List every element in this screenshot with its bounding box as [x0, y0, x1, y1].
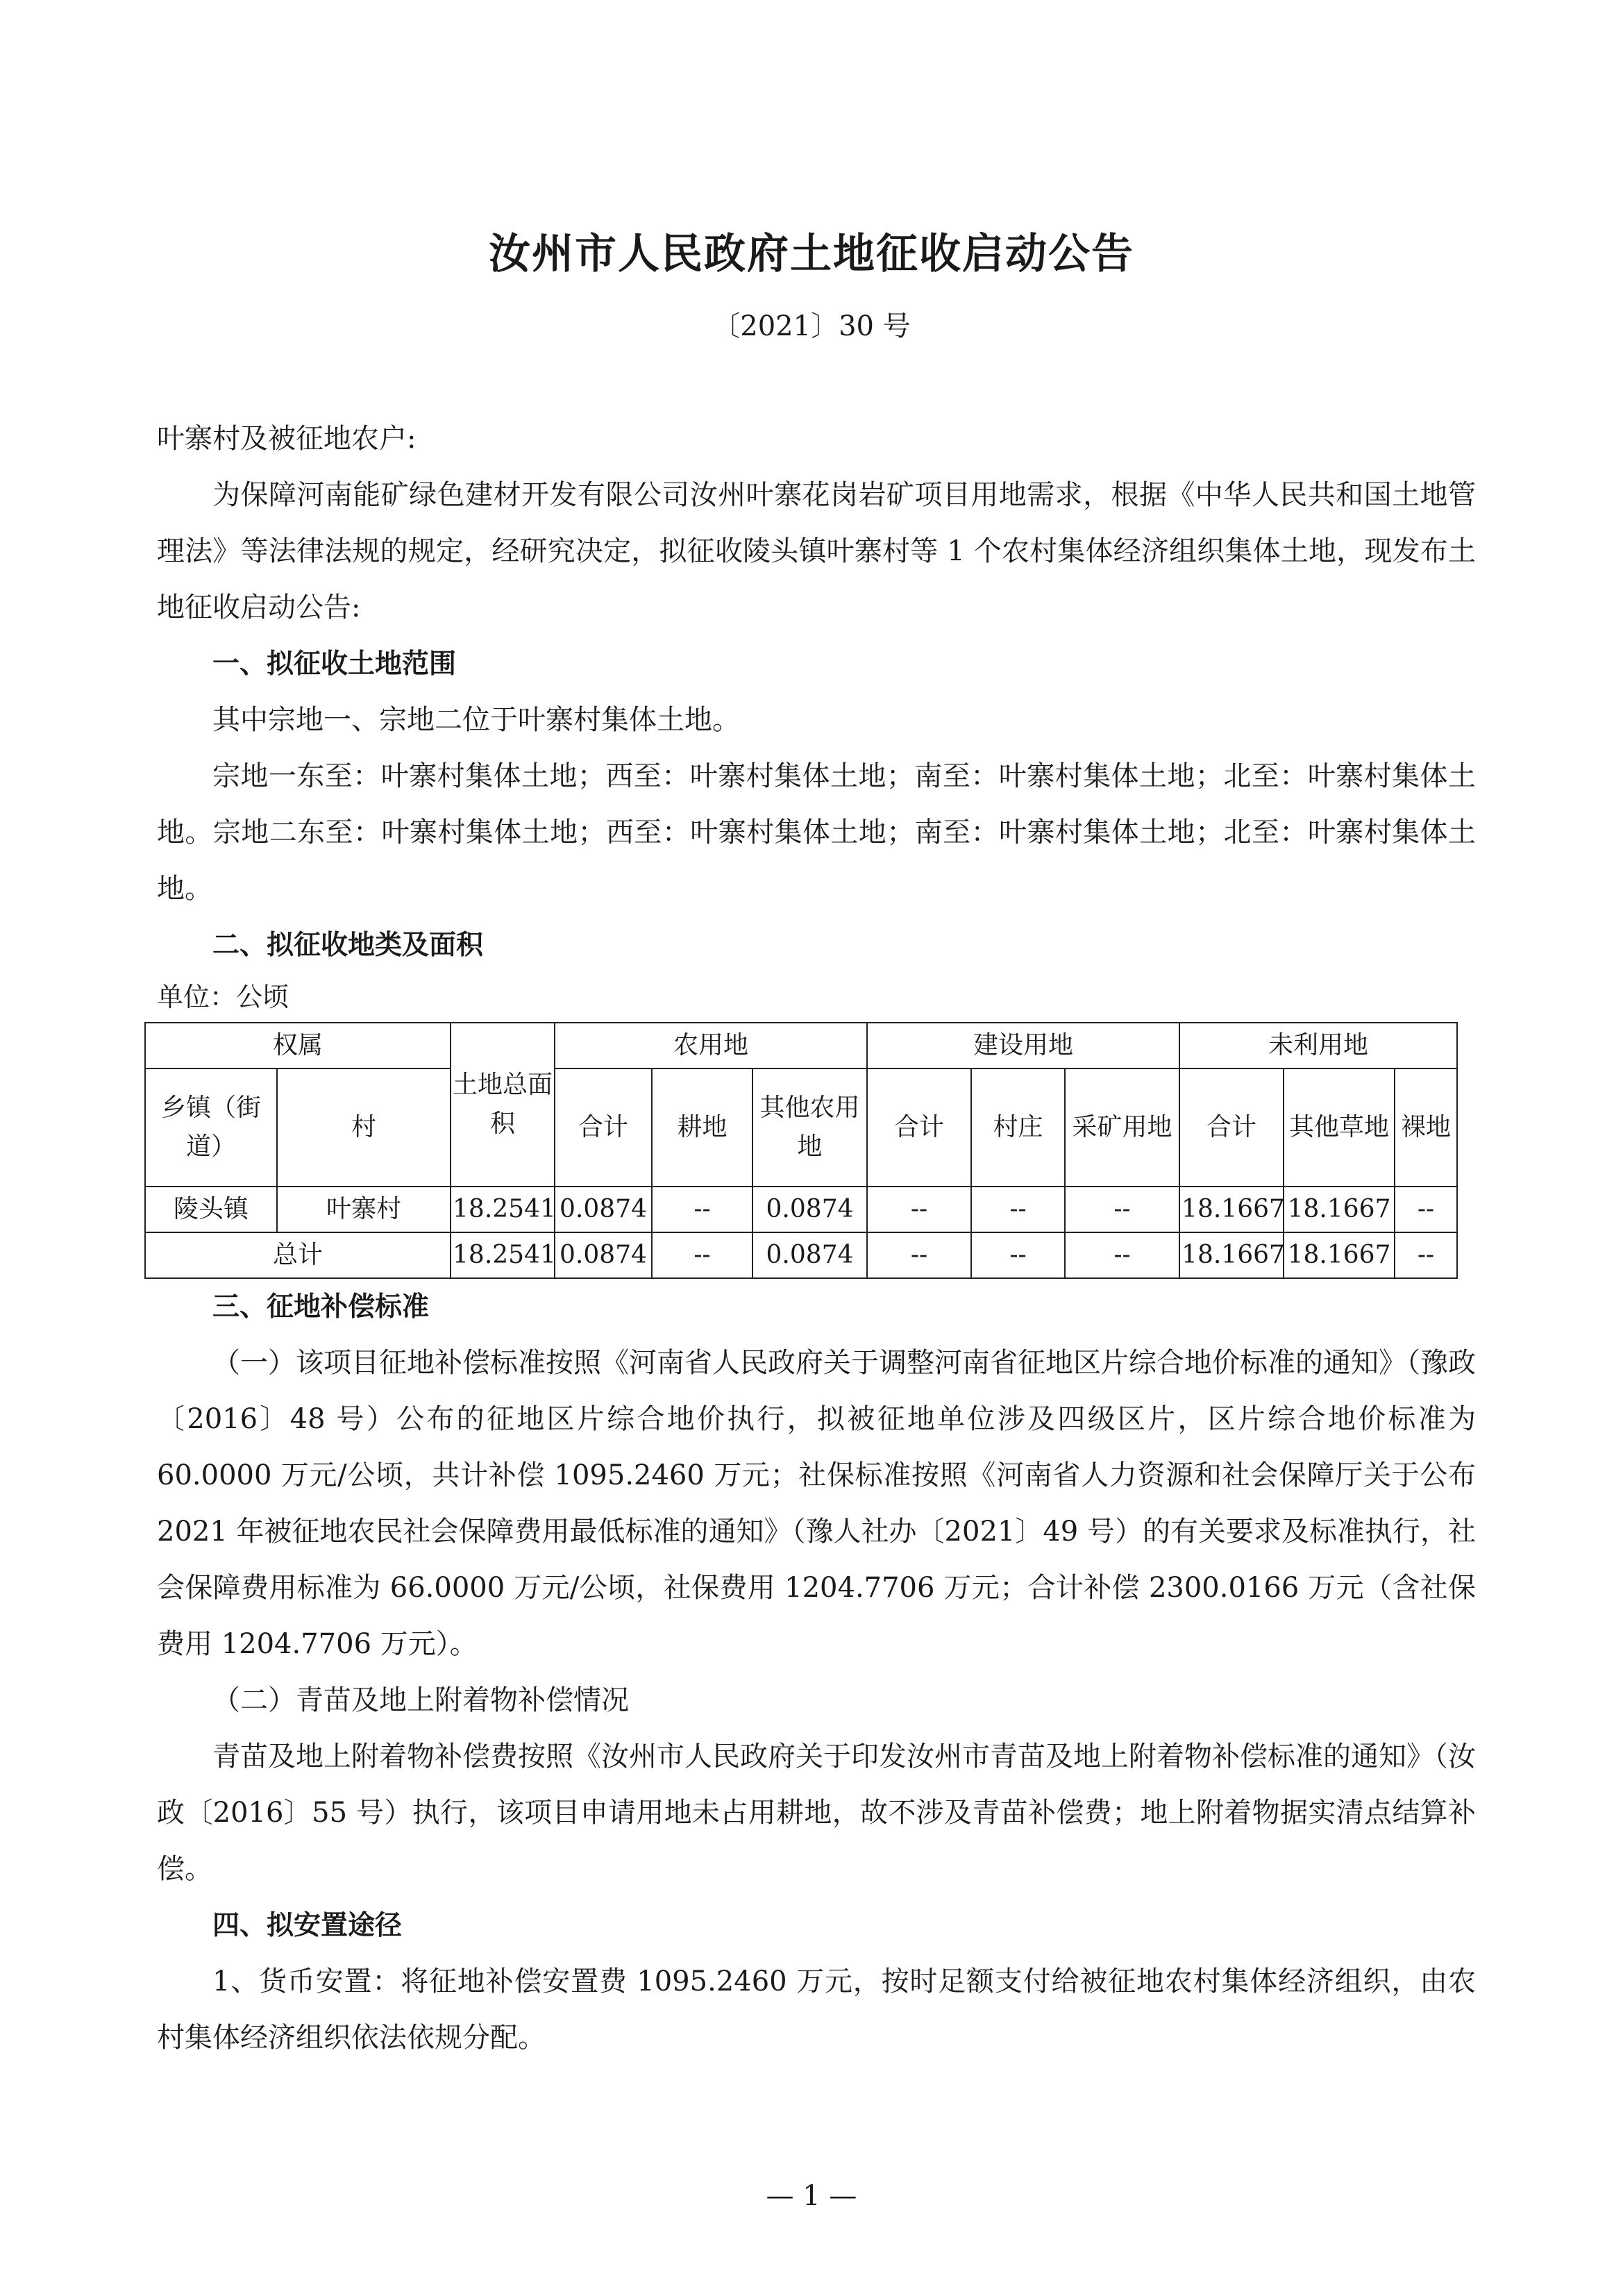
- page-title: 汝州市人民政府土地征收启动公告: [489, 230, 1134, 278]
- cell-total-construction-subtotal: --: [867, 1232, 971, 1278]
- header-town: 乡镇（街道）: [145, 1069, 277, 1187]
- header-farmland: 农用地: [555, 1023, 867, 1069]
- header-mining-land: 采矿用地: [1065, 1069, 1179, 1187]
- cell-bare-land: --: [1395, 1187, 1457, 1232]
- cell-other-grassland: 18.1667: [1284, 1187, 1395, 1232]
- section3-paragraph-2: 青苗及地上附着物补偿费按照《汝州市人民政府关于印发汝州市青苗及地上附着物补偿标准的通知》（汝政〔2016〕55 号）执行，该项目申请用地未占用耕地，故不涉及青苗补偿费；地上附着物据实清点结算补偿。: [157, 1741, 1476, 1885]
- cell-village-land: --: [971, 1187, 1065, 1232]
- document-body: [157, 411, 1476, 2066]
- table-header-row-1: [145, 1023, 1457, 1069]
- salutation: 叶寨村及被征地农户:: [157, 423, 417, 455]
- table-row: [145, 1187, 1457, 1232]
- cell-town: 陵头镇: [145, 1187, 277, 1232]
- header-ownership: 权属: [145, 1023, 451, 1069]
- header-total-area: 土地总面积: [451, 1023, 555, 1187]
- cell-other-farmland: 0.0874: [752, 1187, 867, 1232]
- cell-village: 叶寨村: [277, 1187, 451, 1232]
- header-village: 村: [277, 1069, 451, 1187]
- section2-heading: 二、拟征收地类及面积: [212, 930, 484, 961]
- land-area-table: [144, 1022, 1458, 1279]
- cell-total-label: 总计: [145, 1232, 451, 1278]
- header-village-land: 村庄: [971, 1069, 1065, 1187]
- header-other-grassland: 其他草地: [1284, 1069, 1395, 1187]
- header-construction-land: 建设用地: [867, 1023, 1179, 1069]
- document-number: 〔2021〕30 号: [712, 310, 911, 342]
- intro-paragraph: 为保障河南能矿绿色建材开发有限公司汝州叶寨花岗岩矿项目用地需求，根据《中华人民共和国土地管理法》等法律法规的规定，经研究决定，拟征收陵头镇叶寨村等 1 个农村集体经济组织集体土地，现发布土地征收启动公告:: [157, 479, 1476, 623]
- header-cultivated: 耕地: [652, 1069, 752, 1187]
- header-farm-subtotal: 合计: [555, 1069, 652, 1187]
- cell-total-farm-subtotal: 0.0874: [555, 1232, 652, 1278]
- header-bare-land: 裸地: [1395, 1069, 1457, 1187]
- section3-subheading-2: （二）青苗及地上附着物补偿情况: [212, 1684, 629, 1716]
- page-number: — 1 —: [766, 2180, 857, 2212]
- section1-heading: 一、拟征收土地范围: [212, 648, 457, 680]
- cell-mining-land: --: [1065, 1187, 1179, 1232]
- section4-paragraph-1: 1、货币安置：将征地补偿安置费 1095.2460 万元，按时足额支付给被征地农村集体经济组织，由农村集体经济组织依法依规分配。: [157, 1966, 1476, 2054]
- cell-farm-subtotal: 0.0874: [555, 1187, 652, 1232]
- header-unused-land: 未利用地: [1179, 1023, 1457, 1069]
- cell-total-other-grassland: 18.1667: [1284, 1232, 1395, 1278]
- cell-total-unused-subtotal: 18.1667: [1179, 1232, 1284, 1278]
- section1-paragraph-2: 宗地一东至：叶寨村集体土地；西至：叶寨村集体土地；南至：叶寨村集体土地；北至：叶寨村集体土地。宗地二东至：叶寨村集体土地；西至：叶寨村集体土地；南至：叶寨村集体土地；北至：叶寨村集体土地。: [157, 760, 1476, 905]
- header-other-farmland: 其他农用地: [752, 1069, 867, 1187]
- section3-paragraph-1: （一）该项目征地补偿标准按照《河南省人民政府关于调整河南省征地区片综合地价标准的通知》（豫政〔2016〕48 号）公布的征地区片综合地价执行，拟被征地单位涉及四级区片，区片综合地价标准为 60.0000 万元/公顷，共计补偿 1095.2460 万元；社保标准按照《河南省人力资源和社会保障厅关于公布 2021 年被征地农民社会保障费用最低标准的通知》（豫人社办〔2021〕49 号）的有关要求及标准执行，社会保障费用标准为 66.0000 万元/公顷，社保费用 1204.7706 万元；合计补偿 2300.0166 万元（含社保费用 1204.7706 万元）。: [157, 1347, 1476, 1660]
- cell-total-total-area: 18.2541: [451, 1232, 555, 1278]
- cell-total-other-farmland: 0.0874: [752, 1232, 867, 1278]
- cell-total-cultivated: --: [652, 1232, 752, 1278]
- section1-paragraph-1: 其中宗地一、宗地二位于叶寨村集体土地。: [212, 704, 740, 736]
- section4-heading: 四、拟安置途径: [212, 1910, 403, 1941]
- cell-cultivated: --: [652, 1187, 752, 1232]
- cell-total-area: 18.2541: [451, 1187, 555, 1232]
- cell-construction-subtotal: --: [867, 1187, 971, 1232]
- table-total-row: [145, 1232, 1457, 1278]
- table-header-row-2: [145, 1069, 1457, 1187]
- cell-unused-subtotal: 18.1667: [1179, 1187, 1284, 1232]
- header-unused-subtotal: 合计: [1179, 1069, 1284, 1187]
- table-unit-label: 单位：公顷: [157, 982, 289, 1012]
- cell-total-village-land: --: [971, 1232, 1065, 1278]
- section3-heading: 三、征地补偿标准: [212, 1291, 430, 1323]
- cell-total-mining-land: --: [1065, 1232, 1179, 1278]
- cell-total-bare-land: --: [1395, 1232, 1457, 1278]
- header-construction-subtotal: 合计: [867, 1069, 971, 1187]
